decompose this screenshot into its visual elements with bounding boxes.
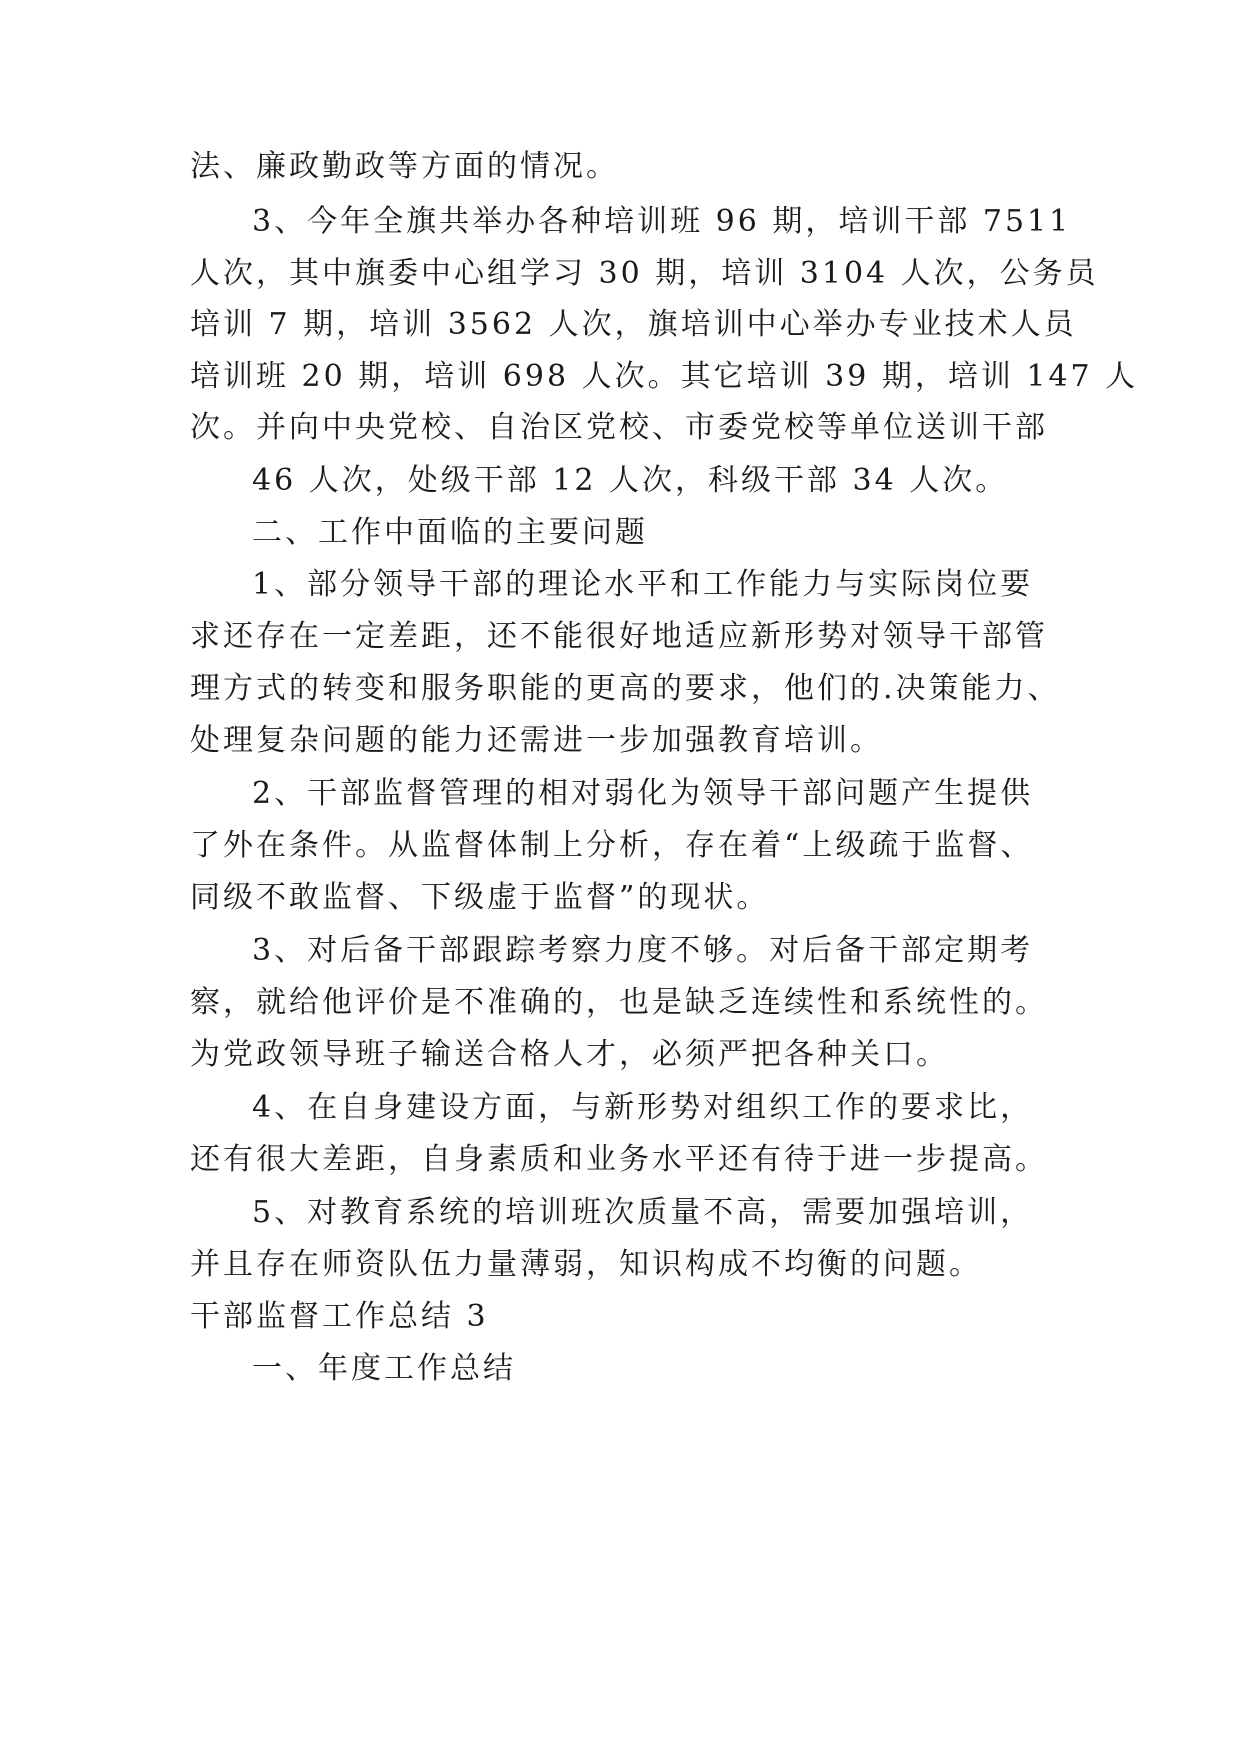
section-heading-problems: 二、工作中面临的主要问题 (252, 515, 648, 550)
text-line-19: 4、在自身建设方面，与新形势对组织工作的要求比， (252, 1090, 1034, 1125)
section-heading-annual-summary: 一、年度工作总结 (252, 1351, 516, 1386)
text-line-20: 还有很大差距，自身素质和业务水平还有待于进一步提高。 (190, 1142, 1048, 1177)
document-title: 干部监督工作总结 3 (190, 1299, 489, 1334)
text-line-18: 为党政领导班子输送合格人才，必须严把各种关口。 (190, 1037, 949, 1072)
text-line-5: 培训班 20 期，培训 698 人次。其它培训 39 期，培训 147 人 (190, 359, 1139, 394)
text-line-22: 并且存在师资队伍力量薄弱，知识构成不均衡的问题。 (190, 1247, 982, 1282)
text-line-7: 46 人次，处级干部 12 人次，科级干部 34 人次。 (252, 463, 1009, 498)
text-line-14: 了外在条件。从监督体制上分析，存在着“上级疏于监督、 (190, 828, 1034, 863)
text-line-12: 处理复杂问题的能力还需进一步加强教育培训。 (190, 723, 883, 758)
text-line-17: 察，就给他评价是不准确的，也是缺乏连续性和系统性的。 (190, 985, 1048, 1020)
text-line-13: 2、干部监督管理的相对弱化为领导干部问题产生提供 (252, 776, 1034, 811)
text-line-4: 培训 7 期，培训 3562 人次，旗培训中心举办专业技术人员 (190, 307, 1077, 342)
text-line-2: 3、今年全旗共举办各种培训班 96 期，培训干部 7511 (252, 204, 1072, 239)
text-line-16: 3、对后备干部跟踪考察力度不够。对后备干部定期考 (252, 933, 1034, 968)
text-line-3: 人次，其中旗委中心组学习 30 期，培训 3104 人次，公务员 (190, 256, 1099, 291)
text-line-11: 理方式的转变和服务职能的更高的要求，他们的.决策能力、 (190, 671, 1061, 706)
text-line-9: 1、部分领导干部的理论水平和工作能力与实际岗位要 (252, 567, 1034, 602)
text-line-10: 求还存在一定差距，还不能很好地适应新形势对领导干部管 (190, 619, 1048, 654)
text-line-1: 法、廉政勤政等方面的情况。 (190, 149, 619, 184)
text-line-15: 同级不敢监督、下级虚于监督”的现状。 (190, 880, 770, 915)
text-line-6: 次。并向中央党校、自治区党校、市委党校等单位送训干部 (190, 410, 1048, 445)
text-line-21: 5、对教育系统的培训班次质量不高，需要加强培训， (252, 1195, 1034, 1230)
